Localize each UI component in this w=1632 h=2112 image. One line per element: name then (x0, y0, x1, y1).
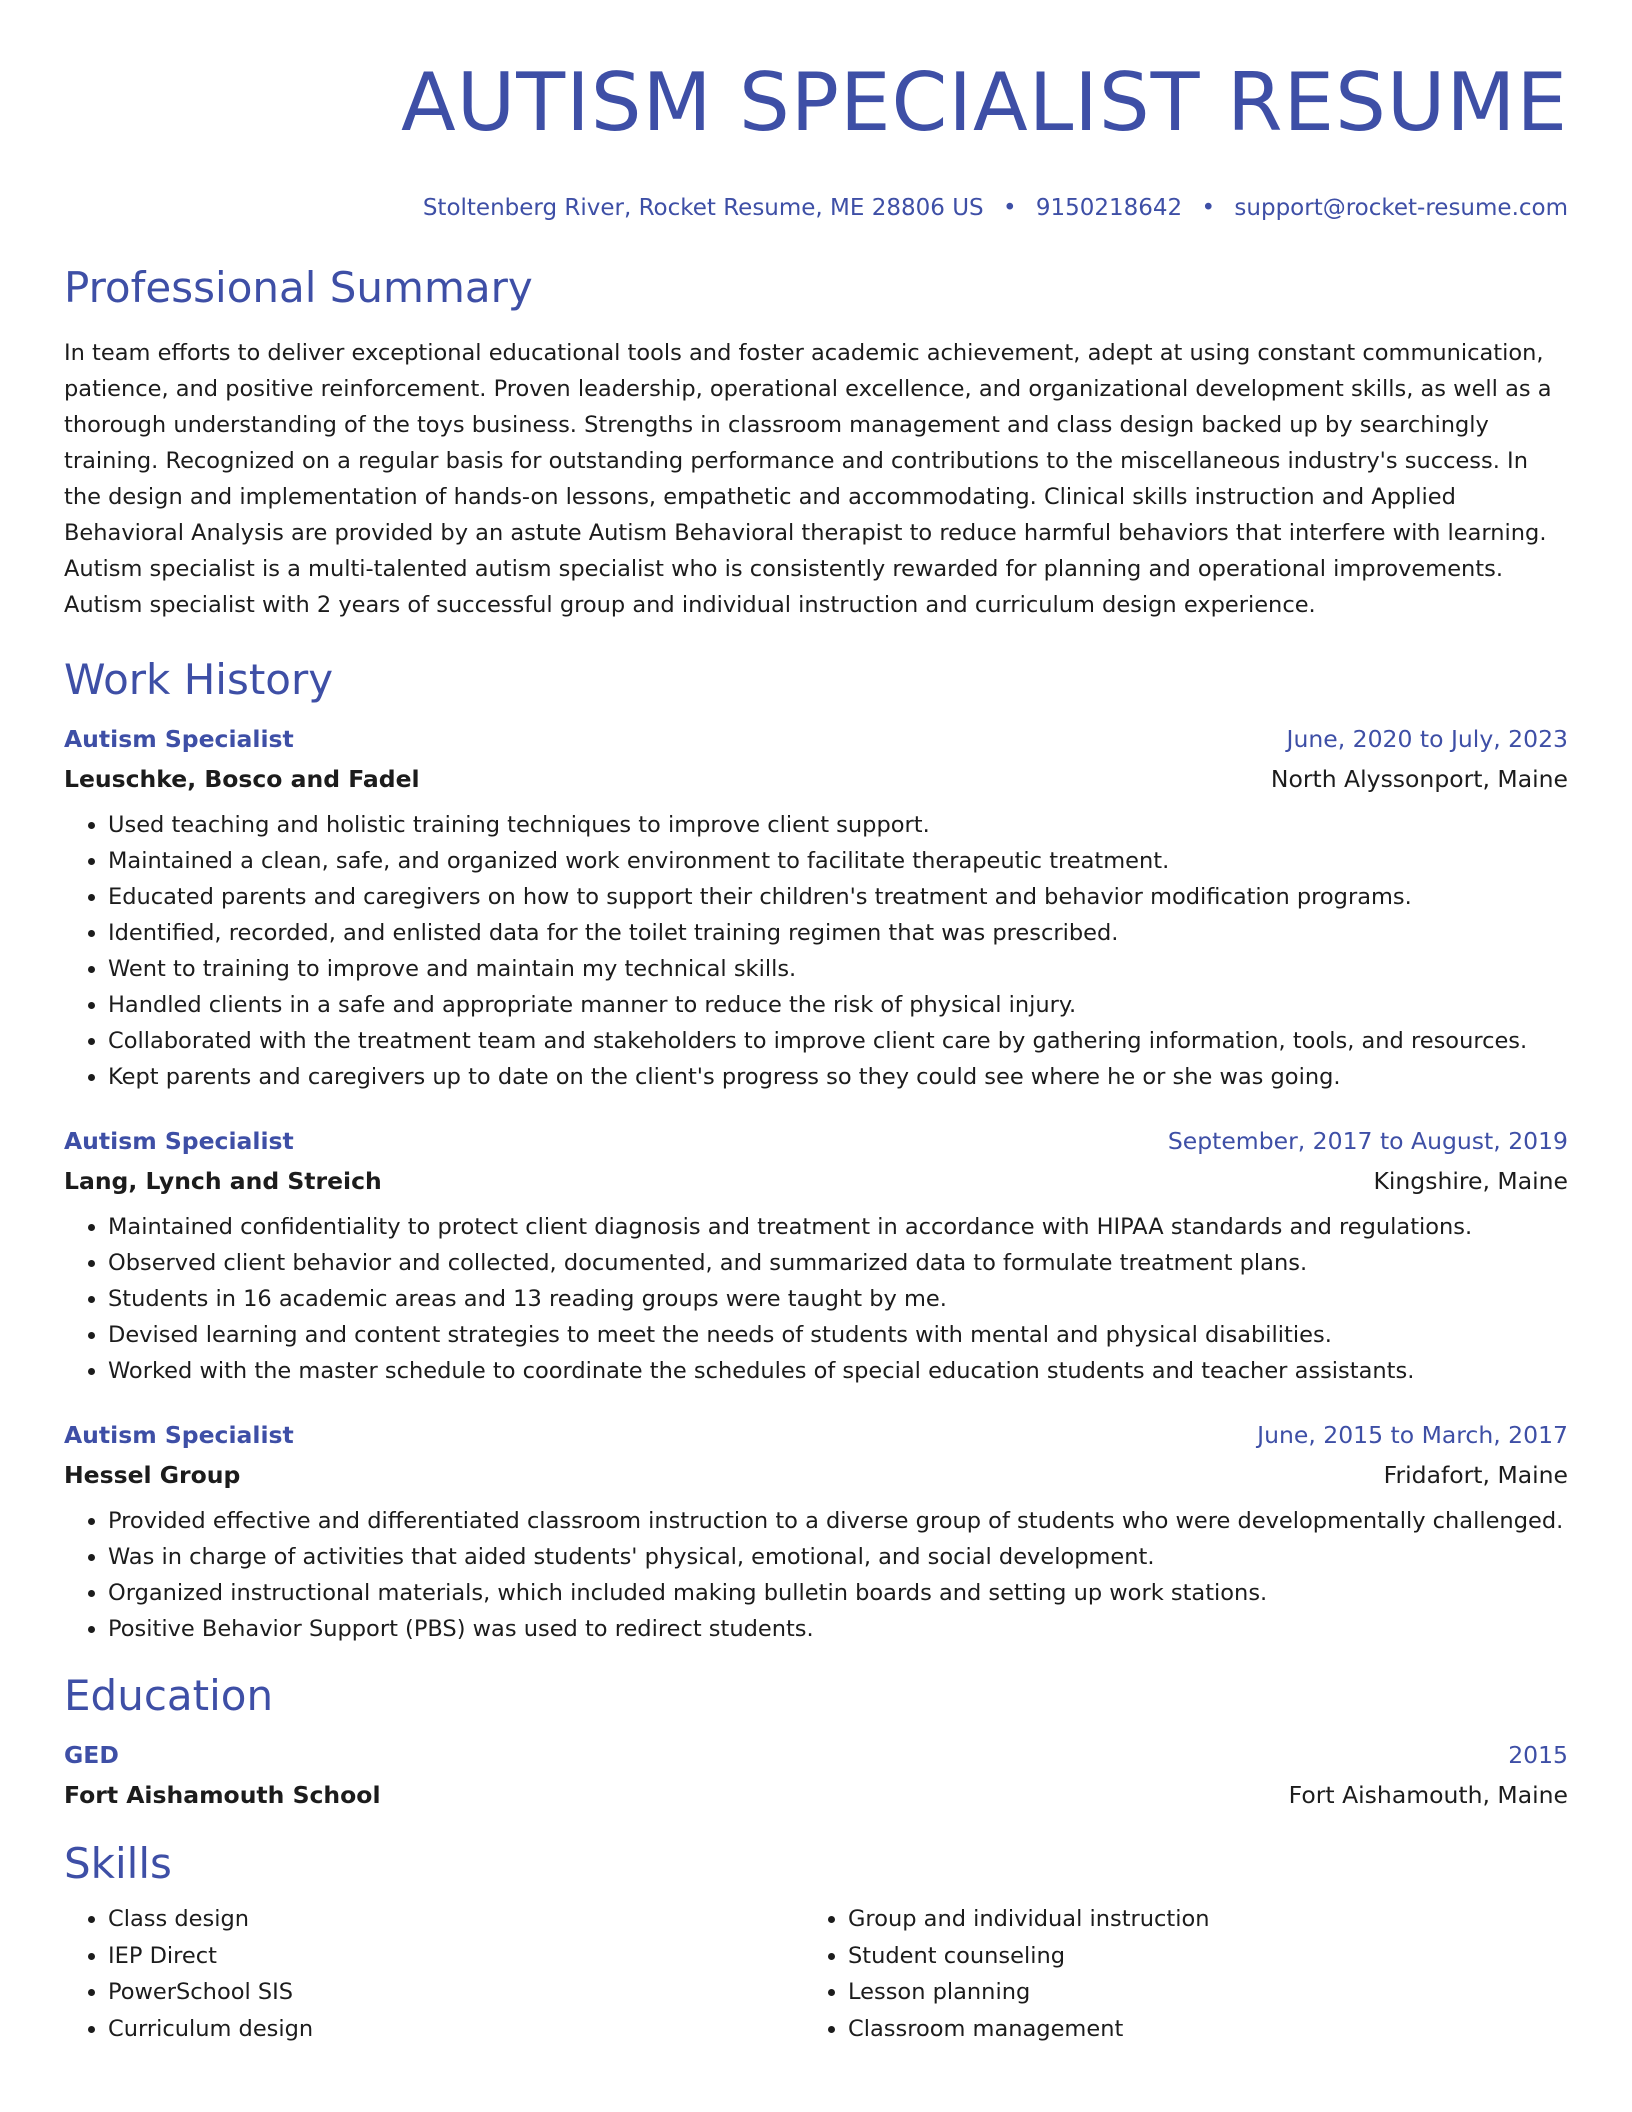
section-heading-work: Work History (64, 655, 334, 704)
job-dates: June, 2015 to March, 2017 (1257, 1421, 1568, 1449)
skill-item: • PowerSchool SIS (108, 1974, 804, 2011)
job-company-row (64, 759, 1568, 799)
job-company-row (64, 1455, 1568, 1495)
job-location: North Alyssonport, Maine (1270, 765, 1568, 793)
skills-column-right (804, 1901, 1544, 2047)
education-school: Fort Aishamouth School (64, 1781, 381, 1809)
skill-item: • Class design (108, 1901, 804, 1938)
job-bullet: • Positive Behavior Support (PBS) was used to redirect students. (108, 1611, 1568, 1647)
job-bullet: • Educated parents and caregivers on how to support their children's treatment and behavior modification programs. (108, 879, 1568, 915)
job-bullet: • Worked with the master schedule to coordinate the schedules of special education students and teacher assistants. (108, 1353, 1568, 1389)
job-title-row (64, 1415, 1568, 1455)
skills-columns (64, 1901, 1568, 2047)
skills-section (64, 1837, 1568, 2047)
education-section (64, 1669, 1568, 1815)
skill-item: • Curriculum design (108, 2011, 804, 2048)
job-bullet: • Kept parents and caregivers up to date on the client's progress so they could see where he or she was going. (108, 1059, 1568, 1095)
job-role: Autism Specialist (64, 725, 294, 753)
job-entry (64, 1121, 1568, 1389)
job-dates: June, 2020 to July, 2023 (1286, 725, 1568, 753)
job-company: Hessel Group (64, 1461, 241, 1489)
job-company-row (64, 1161, 1568, 1201)
job-location: Fridafort, Maine (1383, 1461, 1568, 1489)
job-company: Lang, Lynch and Streich (64, 1167, 382, 1195)
education-year: 2015 (1508, 1741, 1568, 1769)
job-entry (64, 1415, 1568, 1647)
job-bullets (64, 1503, 1568, 1647)
contact-separator: • (1201, 195, 1216, 221)
resume-title: AUTISM SPECIALIST RESUME (400, 56, 1568, 149)
job-bullet: • Handled clients in a safe and appropriate manner to reduce the risk of physical injury. (108, 987, 1568, 1023)
job-bullet: • Identified, recorded, and enlisted data for the toilet training regimen that was prescribed. (108, 915, 1568, 951)
education-entry (64, 1735, 1568, 1815)
job-bullet: • Maintained confidentiality to protect client diagnosis and treatment in accordance with HIPAA standards and regulations. (108, 1209, 1568, 1245)
job-entry (64, 719, 1568, 1095)
contact-phone: 9150218642 (1035, 195, 1183, 221)
section-heading-education: Education (64, 1671, 274, 1720)
contact-line (64, 193, 1568, 223)
section-heading-summary: Professional Summary (64, 263, 533, 312)
job-bullet: • Maintained a clean, safe, and organized work environment to facilitate therapeutic treatment. (108, 843, 1568, 879)
skill-item: • Group and individual instruction (848, 1901, 1544, 1938)
job-bullet: • Provided effective and differentiated classroom instruction to a diverse group of students who were developmentally challenged. (108, 1503, 1568, 1539)
contact-separator: • (1002, 195, 1017, 221)
education-school-row (64, 1775, 1568, 1815)
work-history-section (64, 653, 1568, 1647)
job-role: Autism Specialist (64, 1421, 294, 1449)
education-degree-row (64, 1735, 1568, 1775)
summary-text: In team efforts to deliver exceptional educational tools and foster academic achievement, adept at using constant communication, patience, and positive reinforcement. Proven leadership, operational excellence, and organizational development skills, as well as a thorough understanding of the toys business. Strengths in classroom management and class design backed up by searchingly training. Recognized on a regular basis for outstanding performance and contributions to the miscellaneous industry's success. In the design and implementation of hands-on lessons, empathetic and accommodating. Clinical skills instruction and Applied Behavioral Analysis are provided by an astute Autism Behavioral therapist to reduce harmful behaviors that interfere with learning. Autism specialist is a multi-talented autism specialist who is consistently rewarded for planning and operational improvements. Autism specialist with 2 years of successful group and individual instruction and curriculum design experience. (64, 340, 1552, 618)
skill-item: • IEP Direct (108, 1938, 804, 1975)
job-company: Leuschke, Bosco and Fadel (64, 765, 420, 793)
contact-email: support@rocket-resume.com (1234, 195, 1568, 221)
education-location: Fort Aishamouth, Maine (1288, 1781, 1568, 1809)
job-role: Autism Specialist (64, 1127, 294, 1155)
skill-item: • Lesson planning (848, 1974, 1544, 2011)
contact-address: Stoltenberg River, Rocket Resume, ME 28806 US (422, 195, 984, 221)
skill-item: • Classroom management (848, 2011, 1544, 2048)
job-bullets (64, 807, 1568, 1095)
education-degree: GED (64, 1741, 119, 1769)
job-bullet: • Observed client behavior and collected, documented, and summarized data to formulate treatment plans. (108, 1245, 1568, 1281)
job-title-row (64, 1121, 1568, 1161)
job-bullets (64, 1209, 1568, 1389)
job-title-row (64, 719, 1568, 759)
job-bullet: • Students in 16 academic areas and 13 reading groups were taught by me. (108, 1281, 1568, 1317)
job-bullet: • Organized instructional materials, which included making bulletin boards and setting up work stations. (108, 1575, 1568, 1611)
section-heading-skills: Skills (64, 1839, 172, 1888)
job-bullet: • Went to training to improve and maintain my technical skills. (108, 951, 1568, 987)
skills-column-left (64, 1901, 804, 2047)
job-bullet: • Used teaching and holistic training techniques to improve client support. (108, 807, 1568, 843)
job-bullet: • Collaborated with the treatment team and stakeholders to improve client care by gathering information, tools, and resources. (108, 1023, 1568, 1059)
job-bullet: • Devised learning and content strategies to meet the needs of students with mental and physical disabilities. (108, 1317, 1568, 1353)
skill-item: • Student counseling (848, 1938, 1544, 1975)
job-dates: September, 2017 to August, 2019 (1167, 1127, 1568, 1155)
job-location: Kingshire, Maine (1373, 1167, 1568, 1195)
job-bullet: • Was in charge of activities that aided students' physical, emotional, and social development. (108, 1539, 1568, 1575)
summary-section (64, 261, 1568, 623)
